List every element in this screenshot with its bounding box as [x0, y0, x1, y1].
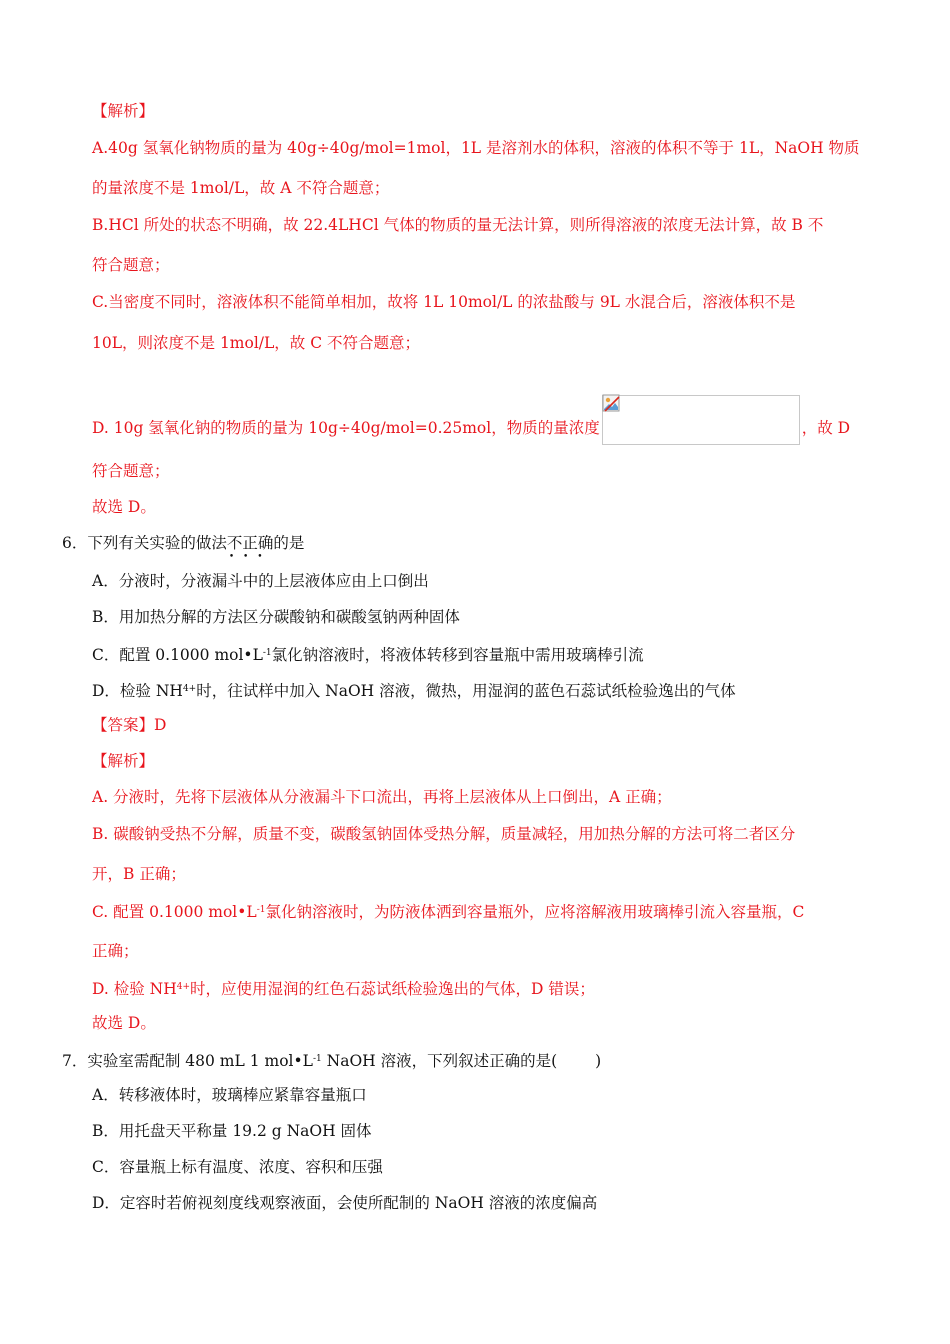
option-a: A．分液时，分液漏斗中的上层液体应由上口倒出 — [92, 572, 429, 590]
option-text: D．检验 NH — [92, 682, 183, 700]
stem-text: 的是 — [273, 534, 305, 552]
answer-label: 【答案】D — [92, 716, 167, 734]
superscript: 4+ — [182, 684, 197, 694]
superscript: 4+ — [176, 982, 191, 992]
option-b: B．用托盘天平称量 19.2 g NaOH 固体 — [92, 1122, 372, 1140]
option-text: 氯化钠溶液时，将液体转移到容量瓶中需用玻璃棒引流 — [271, 646, 644, 664]
analysis-conclusion: 故选 D。 — [92, 1014, 156, 1032]
analysis-line: A.40g 氢氧化钠物质的量为 40g÷40g/mol=1mol，1L 是溶剂水的体积，溶液的体积不等于 1L，NaOH 物质 — [92, 139, 860, 157]
question-stem — [62, 1049, 601, 1071]
option-c — [92, 643, 644, 665]
analysis-line: C.当密度不同时，溶液体积不能简单相加，故将 1L 10mol/L 的浓盐酸与 9L 水混合后，溶液体积不是 — [92, 293, 796, 311]
superscript: -1 — [256, 905, 266, 915]
analysis-line: 的量浓度不是 1mol/L，故 A 不符合题意； — [92, 179, 390, 197]
analysis-line — [92, 900, 804, 922]
analysis-line: 开，B 正确； — [92, 865, 186, 883]
option-text: C．配置 0.1000 mol•L — [92, 646, 263, 664]
broken-formula-image — [602, 395, 800, 445]
option-d: D．定容时若俯视刻度线观察液面，会使所配制的 NaOH 溶液的浓度偏高 — [92, 1194, 598, 1212]
superscript: -1 — [312, 1054, 322, 1064]
stem-text: NaOH 溶液，下列叙述正确的是( — [321, 1052, 558, 1070]
analysis-text: C. 配置 0.1000 mol•L — [92, 903, 257, 921]
option-a: A．转移液体时，玻璃棒应紧靠容量瓶口 — [92, 1086, 367, 1104]
analysis-heading: 【解析】 — [92, 752, 155, 770]
emphasized-text: 不正确 • • • — [227, 533, 274, 553]
analysis-text: D. 检验 NH — [92, 980, 177, 998]
analysis-line: 符合题意； — [92, 256, 170, 274]
analysis-line: 10L，则浓度不是 1mol/L，故 C 不符合题意； — [92, 334, 421, 352]
analysis-heading: 【解析】 — [92, 102, 155, 120]
analysis-text: D. 10g 氢氧化钠的物质的量为 10g÷40g/mol=0.25mol，物质的量浓度 — [92, 419, 600, 437]
analysis-line: B. 碳酸钠受热不分解，质量不变，碳酸氢钠固体受热分解，质量减轻，用加热分解的方法可将二者区分 — [92, 825, 796, 843]
analysis-text: 时，应使用湿润的红色石蕊试纸检验逸出的气体，D 错误； — [190, 980, 595, 998]
broken-image-icon — [602, 394, 620, 412]
option-text: 时，往试样中加入 NaOH 溶液，微热，用湿润的蓝色石蕊试纸检验逸出的气体 — [196, 682, 736, 700]
analysis-conclusion: 故选 D。 — [92, 498, 156, 516]
analysis-line: A. 分液时，先将下层液体从分液漏斗下口流出，再将上层液体从上口倒出，A 正确； — [92, 788, 672, 806]
option-c: C．容量瓶上标有温度、浓度、容积和压强 — [92, 1158, 383, 1176]
analysis-line-with-formula — [92, 395, 850, 445]
analysis-text: 氯化钠溶液时，为防液体洒到容量瓶外，应将溶解液用玻璃棒引流入容量瓶，C — [265, 903, 805, 921]
option-b: B．用加热分解的方法区分碳酸钠和碳酸氢钠两种固体 — [92, 608, 460, 626]
analysis-line: 正确； — [92, 942, 139, 960]
analysis-line: B.HCl 所处的状态不明确，故 22.4LHCl 气体的物质的量无法计算，则所得溶液的浓度无法计算，故 B 不 — [92, 216, 824, 234]
analysis-line: 符合题意； — [92, 462, 170, 480]
stem-text: ) — [595, 1052, 602, 1070]
stem-text: 7．实验室需配制 480 mL 1 mol•L — [62, 1052, 313, 1070]
analysis-text: ，故 D — [801, 419, 851, 437]
question-stem — [62, 533, 304, 553]
stem-text: 6．下列有关实验的做法 — [62, 534, 227, 552]
option-d — [92, 679, 736, 701]
analysis-line — [92, 977, 595, 999]
superscript: -1 — [262, 648, 272, 658]
